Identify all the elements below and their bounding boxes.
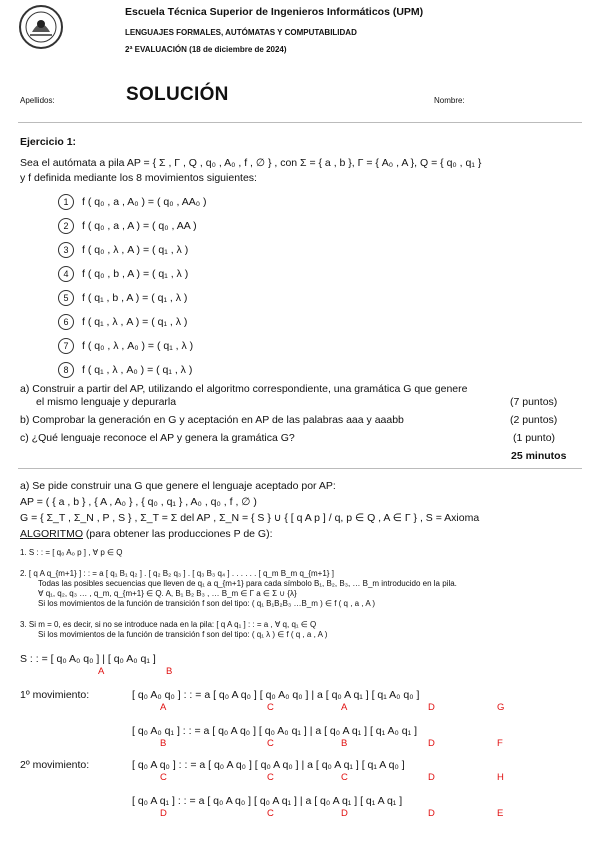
nonterminal-label: C <box>267 702 274 713</box>
movement-2-label: 2º movimiento: <box>20 759 90 771</box>
algorithm-heading: ALGORITMO (para obtener las producciones P de G): <box>20 528 273 540</box>
move-1: 1 f ( q₀ , a , A₀ ) = ( q₀ , AA₀ ) <box>58 194 207 210</box>
movement-1-rule-2: [ q₀ A₀ q₁ ] : : = a [ q₀ A q₀ ] [ q₀ A₀ q₁ ] | a [ q₀ A q₁ ] [ q₁ A₀ q₁ ] <box>132 725 417 737</box>
nonterminal-label: G <box>497 702 505 713</box>
solution-title: SOLUCIÓN <box>126 84 229 105</box>
algorithm-step-2c: ∀ q₁, q₂, q₃ … , q_m, q_{m+1} ∈ Q. A, B₁ B₂ B₃ , … B_m ∈ Γ a ∈ Σ ∪ {λ} <box>38 589 297 598</box>
divider <box>18 122 582 123</box>
move-6: 6 f ( q₁ , λ , A ) = ( q₁ , λ ) <box>58 314 187 330</box>
question-a-line2: el mismo lenguaje y depurarla <box>36 396 177 408</box>
nonterminal-label: C <box>267 738 274 749</box>
question-a-points: (7 puntos) <box>510 396 558 408</box>
solution-intro: a) Se pide construir una G que genere el lenguaje aceptado por AP: <box>20 480 336 492</box>
nonterminal-label: C <box>160 772 167 783</box>
nonterminal-label: D <box>428 772 435 783</box>
nonterminal-label: C <box>341 772 348 783</box>
divider <box>18 468 582 469</box>
exam-date: 2ª EVALUACIÓN (18 de diciembre de 2024) <box>125 45 287 54</box>
nonterminal-label: A <box>341 702 348 713</box>
move-3: 3 f ( q₀ , λ , A ) = ( q₁ , λ ) <box>58 242 188 258</box>
grammar-definition: G = { Σ_T , Σ_N , P , S } , Σ_T = Σ del AP , Σ_N = { S } ∪ { [ q A p ] / q, p ∈ Q , A ∈ Γ } , S = Axioma <box>20 512 480 524</box>
nonterminal-label: C <box>267 808 274 819</box>
axiom-label-b: B <box>166 666 173 677</box>
nonterminal-label: F <box>497 738 503 749</box>
nonterminal-label: B <box>341 738 348 749</box>
algorithm-step-2d: Si los movimientos de la función de transición f son del tipo: ( q₁ B₁B₂B₃ …B_m ) ∈ f ( q , a , A ) <box>38 599 376 608</box>
nonterminal-label: H <box>497 772 504 783</box>
move-5: 5 f ( q₁ , b , A ) = ( q₁ , λ ) <box>58 290 187 306</box>
exercise-intro-1: Sea el autómata a pila AP = { Σ , Γ , Q , q₀ , A₀ , f , ∅ } , con Σ = { a , b }, Γ = { A₀ , A }, Q = { q₀ , q₁ } <box>20 157 482 169</box>
movement-1-rule-1: [ q₀ A₀ q₀ ] : : = a [ q₀ A q₀ ] [ q₀ A₀ q₀ ] | a [ q₀ A q₁ ] [ q₁ A₀ q₀ ] <box>132 689 420 701</box>
nombre-label: Nombre: <box>434 96 465 105</box>
algorithm-step-2a: 2. [ q A q_{m+1} ] : : = a [ q₁ B₁ q₂ ] . [ q₂ B₂ q₃ ] . [ q₃ B₃ q₄ ] . . . . . . [ q_m B_m q_{m+1} ] <box>20 569 334 578</box>
apellidos-label: Apellidos: <box>20 96 55 105</box>
nonterminal-label: D <box>428 702 435 713</box>
movement-1-label: 1º movimiento: <box>20 689 90 701</box>
course-name: LENGUAJES FORMALES, AUTÓMATAS Y COMPUTABILIDAD <box>125 28 357 37</box>
move-8: 8 f ( q₁ , λ , A₀ ) = ( q₁ , λ ) <box>58 362 192 378</box>
question-c-points: (1 punto) <box>513 432 556 444</box>
move-4: 4 f ( q₀ , b , A ) = ( q₁ , λ ) <box>58 266 188 282</box>
nonterminal-label: D <box>428 808 435 819</box>
nonterminal-label: D <box>428 738 435 749</box>
nonterminal-label: D <box>341 808 348 819</box>
move-2: 2 f ( q₀ , a , A ) = ( q₀ , AA ) <box>58 218 197 234</box>
nonterminal-label: C <box>267 772 274 783</box>
question-b: b) Comprobar la generación en G y aceptación en AP de las palabras aaa y aaabb <box>20 414 404 426</box>
move-7: 7 f ( q₀ , λ , A₀ ) = ( q₁ , λ ) <box>58 338 193 354</box>
question-b-points: (2 puntos) <box>510 414 558 426</box>
axiom-label-a: A <box>98 666 105 677</box>
nonterminal-label: E <box>497 808 504 819</box>
exercise-intro-2: y f definida mediante los 8 movimientos siguientes: <box>20 172 257 184</box>
upm-seal-logo <box>18 4 64 50</box>
total-time: 25 minutos <box>511 450 567 462</box>
algorithm-step-1: 1. S : : = [ q₀ A₀ p ] , ∀ p ∈ Q <box>20 548 123 557</box>
nonterminal-label: D <box>160 808 167 819</box>
question-c: c) ¿Qué lenguaje reconoce el AP y genera la gramática G? <box>20 432 295 444</box>
movement-2-rule-1: [ q₀ A q₀ ] : : = a [ q₀ A q₀ ] [ q₀ A q₀ ] | a [ q₀ A q₁ ] [ q₁ A q₀ ] <box>132 759 405 771</box>
axiom-production: S : : = [ q₀ A₀ q₀ ] | [ q₀ A₀ q₁ ] <box>20 653 156 665</box>
algorithm-step-2b: Todas las posibles secuencias que lleven de q₁ a q_{m+1} para cada símbolo B₁, B₂, B₃, … B_m introducido en la pila. <box>38 579 457 588</box>
ap-definition: AP = ( { a , b } , { A , A₀ } , { q₀ , q₁ } , A₀ , q₀ , f , ∅ ) <box>20 496 257 508</box>
algorithm-step-3a: 3. Si m = 0, es decir, si no se introduce nada en la pila: [ q A q₁ ] : : = a , ∀ q, q₁ ∈ Q <box>20 620 317 629</box>
algorithm-step-3b: Si los movimientos de la función de transición f son del tipo: ( q₁ λ ) ∈ f ( q , a , A ) <box>38 630 328 639</box>
school-name: Escuela Técnica Superior de Ingenieros Informáticos (UPM) <box>125 6 424 18</box>
movement-2-rule-2: [ q₀ A q₁ ] : : = a [ q₀ A q₀ ] [ q₀ A q₁ ] | a [ q₀ A q₁ ] [ q₁ A q₁ ] <box>132 795 403 807</box>
nonterminal-label: B <box>160 738 167 749</box>
question-a-line1: a) Construir a partir del AP, utilizando el algoritmo correspondiente, una gramática G que genere <box>20 383 468 395</box>
exercise-title: Ejercicio 1: <box>20 136 77 148</box>
nonterminal-label: A <box>160 702 167 713</box>
